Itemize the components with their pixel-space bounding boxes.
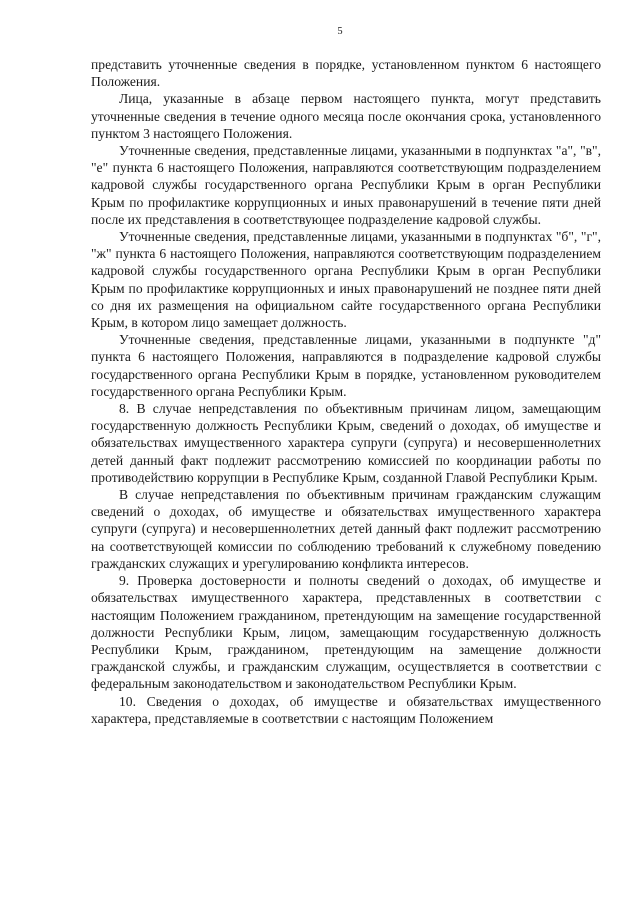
paragraph: 8. В случае непредставления по объективным причинам лицом, замещающим государственную должность Республики Крым, сведений о доходах, об имуществе и обязательствах имущественного характера супруги (супруга) и несовершеннолетних детей данный факт подлежит рассмотрению комиссией по координации работы по противодействию коррупции в Республике Крым, созданной Главой Республики Крым.: [91, 401, 601, 485]
paragraph: Лица, указанные в абзаце первом настоящего пункта, могут представить уточненные сведения в течение одного месяца после окончания срока, установленного пунктом 3 настоящего Положения.: [91, 91, 601, 141]
paragraph: 9. Проверка достоверности и полноты сведений о доходах, об имуществе и обязательствах имущественного характера, представленных в соответствии с настоящим Положением гражданином, претендующим на замещение государственной должности Республики Крым, лицом, замещающим государственную должность Республики Крым, гражданином, претендующим на замещение должности гражданской службы, и гражданским служащим, осуществляется в соответствии с федеральным законодательством и законодательством Республики Крым.: [91, 573, 601, 692]
paragraph: В случае непредставления по объективным причинам гражданским служащим сведений о доходах, об имуществе и обязательствах имущественного характера супруги (супруга) и несовершеннолетних детей данный факт подлежит рассмотрению на соответствующей комиссии по соблюдению требований к служебному поведению гражданских служащих и урегулированию конфликта интересов.: [91, 487, 601, 571]
paragraph: Уточненные сведения, представленные лицами, указанными в подпункте "д" пункта 6 настоящего Положения, направляются в подразделение кадровой службы государственного органа Республики Крым в порядке, установленном руководителем государственного органа Республики Крым.: [91, 332, 601, 399]
page-number: 5: [337, 26, 343, 37]
paragraph: Уточненные сведения, представленные лицами, указанными в подпунктах "а", "в", "е" пункта 6 настоящего Положения, направляются соответствующим подразделением кадровой службы государственного органа Республики Крым в орган Республики Крым по профилактике коррупционных и иных правонарушений в течение пяти дней после их представления в соответствующее подразделение кадровой службы.: [91, 143, 601, 227]
paragraph: 10. Сведения о доходах, об имуществе и обязательствах имущественного характера, представляемые в соответствии с настоящим Положением: [91, 693, 601, 726]
paragraph: Уточненные сведения, представленные лицами, указанными в подпунктах "б", "г", "ж" пункта 6 настоящего Положения, направляются соответствующим подразделением кадровой службы государственного органа Республики Крым в орган Республики Крым по профилактике коррупционных и иных правонарушений не позднее пяти дней со дня их размещения на официальном сайте государственного органа Республики Крым, в котором лицо замещает должность.: [91, 229, 601, 331]
paragraph: представить уточненные сведения в порядке, установленном пунктом 6 настоящего Положения.: [91, 57, 601, 90]
document-body: [91, 56, 601, 727]
